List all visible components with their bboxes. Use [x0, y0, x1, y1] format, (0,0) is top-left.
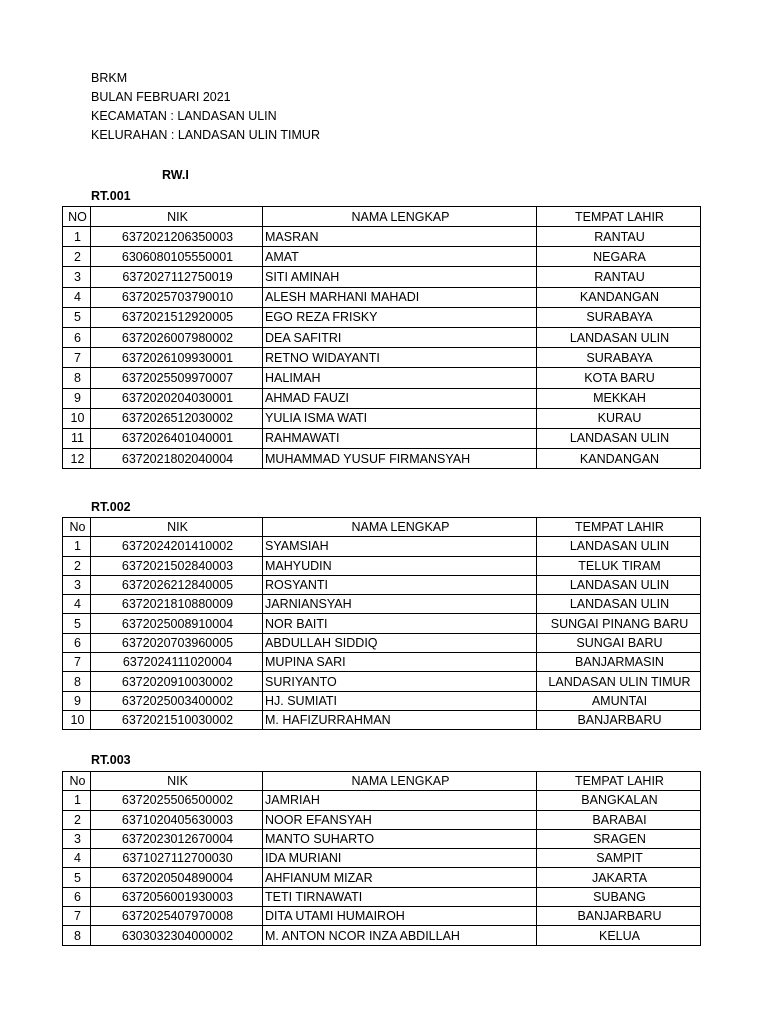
cell-no: 8 — [63, 672, 91, 691]
table-row — [63, 388, 701, 408]
col-tempat-lahir-header: TEMPAT LAHIR — [537, 518, 701, 537]
rw-label: RW.I — [162, 168, 189, 182]
rt-label-3: RT.003 — [91, 753, 131, 767]
cell-nik: 6372021206350003 — [91, 227, 263, 247]
cell-tempat-lahir: SRAGEN — [537, 829, 701, 848]
cell-no: 7 — [63, 653, 91, 672]
cell-no: 4 — [63, 595, 91, 614]
cell-tempat-lahir: KANDANGAN — [537, 449, 701, 469]
rt-label-2: RT.002 — [91, 500, 131, 514]
col-no-header: No — [63, 518, 91, 537]
cell-nik: 6372025008910004 — [91, 614, 263, 633]
cell-nama-lengkap: AMAT — [263, 247, 537, 267]
cell-nama-lengkap: JARNIANSYAH — [263, 595, 537, 614]
cell-tempat-lahir: BANJARBARU — [537, 710, 701, 729]
cell-no: 3 — [63, 829, 91, 848]
cell-tempat-lahir: SURABAYA — [537, 348, 701, 368]
cell-tempat-lahir: KOTA BARU — [537, 368, 701, 388]
table-row — [63, 653, 701, 672]
col-nama-lengkap-header: NAMA LENGKAP — [263, 207, 537, 227]
cell-nik: 6371020405630003 — [91, 810, 263, 829]
col-nik-header: NIK — [91, 207, 263, 227]
cell-no: 6 — [63, 327, 91, 347]
table-row — [63, 537, 701, 556]
table-header-row — [63, 772, 701, 791]
cell-nama-lengkap: IDA MURIANI — [263, 849, 537, 868]
table-row — [63, 556, 701, 575]
cell-nama-lengkap: M. ANTON NCOR INZA ABDILLAH — [263, 926, 537, 945]
header-line-2: BULAN FEBRUARI 2021 — [91, 90, 231, 104]
cell-tempat-lahir: LANDASAN ULIN — [537, 327, 701, 347]
cell-no: 6 — [63, 887, 91, 906]
cell-nama-lengkap: DEA SAFITRI — [263, 327, 537, 347]
cell-tempat-lahir: AMUNTAI — [537, 691, 701, 710]
cell-nik: 6372025407970008 — [91, 907, 263, 926]
cell-nik: 6372021512920005 — [91, 307, 263, 327]
cell-nama-lengkap: HALIMAH — [263, 368, 537, 388]
cell-no: 8 — [63, 368, 91, 388]
cell-no: 5 — [63, 307, 91, 327]
cell-nik: 6372021802040004 — [91, 449, 263, 469]
cell-nama-lengkap: MUPINA SARI — [263, 653, 537, 672]
cell-no: 11 — [63, 428, 91, 448]
table-row — [63, 907, 701, 926]
table-row — [63, 614, 701, 633]
table-row — [63, 926, 701, 945]
cell-tempat-lahir: SUBANG — [537, 887, 701, 906]
cell-nik: 6372021502840003 — [91, 556, 263, 575]
table-rt-002 — [62, 517, 701, 730]
cell-nama-lengkap: ROSYANTI — [263, 575, 537, 594]
cell-no: 3 — [63, 575, 91, 594]
cell-nik: 6372026109930001 — [91, 348, 263, 368]
cell-nik: 6372020703960005 — [91, 633, 263, 652]
table-row — [63, 810, 701, 829]
cell-nama-lengkap: MUHAMMAD YUSUF FIRMANSYAH — [263, 449, 537, 469]
header-line-1: BRKM — [91, 71, 128, 85]
cell-nik: 6372024201410002 — [91, 537, 263, 556]
cell-no: 12 — [63, 449, 91, 469]
cell-no: 10 — [63, 408, 91, 428]
col-nama-lengkap-header: NAMA LENGKAP — [263, 518, 537, 537]
cell-nama-lengkap: DITA UTAMI HUMAIROH — [263, 907, 537, 926]
cell-tempat-lahir: RANTAU — [537, 227, 701, 247]
cell-no: 10 — [63, 710, 91, 729]
cell-no: 1 — [63, 537, 91, 556]
cell-nik: 6371027112700030 — [91, 849, 263, 868]
cell-nama-lengkap: AHFIANUM MIZAR — [263, 868, 537, 887]
cell-nik: 6303032304000002 — [91, 926, 263, 945]
table-header-row — [63, 518, 701, 537]
table-row — [63, 327, 701, 347]
table-row — [63, 710, 701, 729]
cell-nik: 6372025509970007 — [91, 368, 263, 388]
cell-nama-lengkap: RETNO WIDAYANTI — [263, 348, 537, 368]
cell-nama-lengkap: SITI AMINAH — [263, 267, 537, 287]
cell-tempat-lahir: KELUA — [537, 926, 701, 945]
cell-nik: 6372025003400002 — [91, 691, 263, 710]
table-row — [63, 267, 701, 287]
cell-no: 4 — [63, 287, 91, 307]
cell-no: 8 — [63, 926, 91, 945]
document-header — [91, 69, 320, 145]
cell-tempat-lahir: TELUK TIRAM — [537, 556, 701, 575]
cell-nik: 6372024111020004 — [91, 653, 263, 672]
cell-nama-lengkap: SURIYANTO — [263, 672, 537, 691]
table-row — [63, 408, 701, 428]
cell-tempat-lahir: LANDASAN ULIN — [537, 428, 701, 448]
cell-nama-lengkap: M. HAFIZURRAHMAN — [263, 710, 537, 729]
cell-nik: 6372027112750019 — [91, 267, 263, 287]
cell-nama-lengkap: MASRAN — [263, 227, 537, 247]
cell-nama-lengkap: AHMAD FAUZI — [263, 388, 537, 408]
cell-no: 4 — [63, 849, 91, 868]
cell-tempat-lahir: JAKARTA — [537, 868, 701, 887]
table-row — [63, 849, 701, 868]
cell-nik: 6372026212840005 — [91, 575, 263, 594]
cell-nama-lengkap: MANTO SUHARTO — [263, 829, 537, 848]
cell-nik: 6372021510030002 — [91, 710, 263, 729]
cell-nama-lengkap: SYAMSIAH — [263, 537, 537, 556]
cell-nama-lengkap: NOOR EFANSYAH — [263, 810, 537, 829]
cell-tempat-lahir: SUNGAI BARU — [537, 633, 701, 652]
table-row — [63, 368, 701, 388]
cell-no: 2 — [63, 247, 91, 267]
cell-no: 1 — [63, 227, 91, 247]
cell-tempat-lahir: BANJARMASIN — [537, 653, 701, 672]
table-row — [63, 428, 701, 448]
cell-tempat-lahir: RANTAU — [537, 267, 701, 287]
cell-nama-lengkap: TETI TIRNAWATI — [263, 887, 537, 906]
table-row — [63, 829, 701, 848]
cell-nik: 6372023012670004 — [91, 829, 263, 848]
cell-nama-lengkap: ALESH MARHANI MAHADI — [263, 287, 537, 307]
cell-nik: 6372021810880009 — [91, 595, 263, 614]
cell-no: 3 — [63, 267, 91, 287]
table-row — [63, 691, 701, 710]
cell-no: 2 — [63, 556, 91, 575]
cell-nik: 6372025506500002 — [91, 791, 263, 810]
cell-nama-lengkap: HJ. SUMIATI — [263, 691, 537, 710]
cell-tempat-lahir: SUNGAI PINANG BARU — [537, 614, 701, 633]
cell-tempat-lahir: LANDASAN ULIN TIMUR — [537, 672, 701, 691]
cell-nik: 6372020910030002 — [91, 672, 263, 691]
cell-tempat-lahir: LANDASAN ULIN — [537, 537, 701, 556]
cell-nama-lengkap: NOR BAITI — [263, 614, 537, 633]
cell-no: 5 — [63, 614, 91, 633]
col-nik-header: NIK — [91, 772, 263, 791]
cell-tempat-lahir: NEGARA — [537, 247, 701, 267]
table-row — [63, 672, 701, 691]
table-row — [63, 247, 701, 267]
cell-nik: 6372026401040001 — [91, 428, 263, 448]
cell-nik: 6372026512030002 — [91, 408, 263, 428]
header-line-4: KELURAHAN : LANDASAN ULIN TIMUR — [91, 128, 320, 142]
cell-no: 7 — [63, 907, 91, 926]
table-row — [63, 791, 701, 810]
cell-nik: 6372020204030001 — [91, 388, 263, 408]
cell-tempat-lahir: LANDASAN ULIN — [537, 595, 701, 614]
table-row — [63, 575, 701, 594]
col-nama-lengkap-header: NAMA LENGKAP — [263, 772, 537, 791]
table-rt-003 — [62, 771, 701, 946]
cell-nik: 6372056001930003 — [91, 887, 263, 906]
cell-nama-lengkap: JAMRIAH — [263, 791, 537, 810]
cell-tempat-lahir: BARABAI — [537, 810, 701, 829]
cell-nik: 6306080105550001 — [91, 247, 263, 267]
col-tempat-lahir-header: TEMPAT LAHIR — [537, 207, 701, 227]
cell-nik: 6372025703790010 — [91, 287, 263, 307]
cell-tempat-lahir: KURAU — [537, 408, 701, 428]
cell-no: 7 — [63, 348, 91, 368]
cell-nama-lengkap: ABDULLAH SIDDIQ — [263, 633, 537, 652]
cell-tempat-lahir: MEKKAH — [537, 388, 701, 408]
table-row — [63, 887, 701, 906]
col-no-header: NO — [63, 207, 91, 227]
col-nik-header: NIK — [91, 518, 263, 537]
cell-no: 9 — [63, 388, 91, 408]
header-line-3: KECAMATAN : LANDASAN ULIN — [91, 109, 277, 123]
cell-tempat-lahir: BANJARBARU — [537, 907, 701, 926]
table-row — [63, 633, 701, 652]
cell-no: 6 — [63, 633, 91, 652]
cell-no: 5 — [63, 868, 91, 887]
cell-tempat-lahir: SURABAYA — [537, 307, 701, 327]
cell-no: 9 — [63, 691, 91, 710]
cell-nama-lengkap: YULIA ISMA WATI — [263, 408, 537, 428]
cell-tempat-lahir: KANDANGAN — [537, 287, 701, 307]
table-row — [63, 348, 701, 368]
cell-no: 2 — [63, 810, 91, 829]
col-tempat-lahir-header: TEMPAT LAHIR — [537, 772, 701, 791]
cell-nik: 6372020504890004 — [91, 868, 263, 887]
table-row — [63, 287, 701, 307]
cell-nama-lengkap: EGO REZA FRISKY — [263, 307, 537, 327]
cell-tempat-lahir: BANGKALAN — [537, 791, 701, 810]
cell-nama-lengkap: RAHMAWATI — [263, 428, 537, 448]
cell-tempat-lahir: SAMPIT — [537, 849, 701, 868]
cell-tempat-lahir: LANDASAN ULIN — [537, 575, 701, 594]
table-header-row — [63, 207, 701, 227]
rt-label-1: RT.001 — [91, 189, 131, 203]
table-row — [63, 307, 701, 327]
table-rt-001 — [62, 206, 701, 469]
table-row — [63, 868, 701, 887]
table-row — [63, 449, 701, 469]
cell-no: 1 — [63, 791, 91, 810]
col-no-header: No — [63, 772, 91, 791]
table-row — [63, 227, 701, 247]
cell-nik: 6372026007980002 — [91, 327, 263, 347]
table-row — [63, 595, 701, 614]
cell-nama-lengkap: MAHYUDIN — [263, 556, 537, 575]
